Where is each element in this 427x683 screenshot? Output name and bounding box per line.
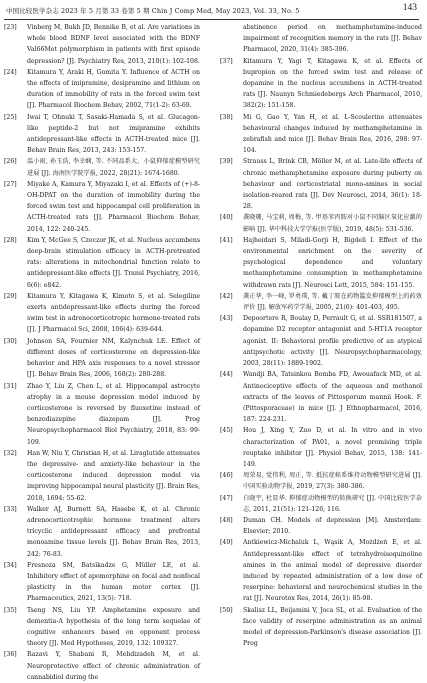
reference-entry [220, 515, 422, 537]
page-number: 143 [402, 3, 417, 13]
reference-text: Hajheidari S, Miladi-Gorji H, Bigdeli I. Effect of the environmental enrichment on the severity of psychological dependence and voluntary methamphetamine consumption in methamphetamine withdrawn rats [J]. Neurosci Lett, 2015, 584: 151-155. [243, 236, 422, 289]
reference-text: Walker AJ, Burnett SA, Hasebe K, et al. Chronic adrenocorticotrophic hormone treatment alters tricyclic antidepressant efficacy and prefrontal monoamine tissue levels [J]. Behav Brain Res, 2013, 242: 76-83. [27, 505, 200, 558]
reference-text: Kitamura Y, Yagi T, Kitagawa K, et al. Effects of bupropion on the forced swim test and release of dopamine in the nucleus accumbens in ACTH-treated rats [J]. Naunyn Schmiedebergs Arch Pharmacol, 2010, 382(2): 151-158. [243, 57, 422, 110]
reference-entry [220, 605, 422, 650]
reference-number: [40] [220, 214, 233, 222]
reference-text: abstinence period on methamphetamine-induced impairment of recognition memory in the rats [J]. Behav Pharmacol, 2020, 31(4): 385-396. [243, 24, 422, 54]
reference-number: [46] [220, 472, 233, 480]
reference-entry [220, 235, 422, 291]
reference-number: [49] [220, 539, 233, 547]
reference-entry [220, 22, 422, 56]
page-header [4, 3, 419, 20]
reference-text: 温小雨, 孙玉浩, 李幸娴, 等. 不同品系大、小鼠抑郁症模型研究进展 [J]. 海南医学院学报, 2022, 28(21): 1674-1680. [27, 158, 200, 177]
reference-number: [34] [4, 561, 17, 569]
reference-text: Johnson SA, Fournier NM, Kalynchuk LE. Effect of different doses of corticosterone on depression-like behavior and HPA axis responses to a novel stressor [J]. Behav Brain Res, 2006, 168(2): 280-288. [27, 337, 200, 379]
reference-entry [220, 493, 422, 515]
reference-entry [4, 560, 200, 605]
reference-number: [31] [4, 382, 17, 390]
journal-running-title: 中国比较医学杂志 2023 年 5 月第 33 卷第 5 期 Chin J Comp Med, May 2023, Vol. 33, No. 5 [6, 7, 300, 15]
reference-number: [44] [220, 371, 233, 379]
reference-text: Depoortere R, Boulay D, Perrault G, et al. SSR181507, a dopamine D2 receptor antagonist and 5-HT1A receptor agonist. II: Behavioral profile predictive of an atypical antipsychotic activity [J]. Neuropsychopharmacology, 2003, 28(11): 1889-1902. [243, 315, 422, 368]
reference-text: Miyake A, Kamura Y, Miyazaki I, et al. Effects of (+)-8-OH-DPAT on the duration of immobility during the forced swim test and hippocampal cell proliferation in ACTH-treated rats [J]. Pharmacol Biochem Behav, 2014, 122: 240-245. [27, 180, 200, 233]
reference-text: Hou J, Xing Y, Zuo D, et al. In vitro and in vivo characterization of PA01, a novel promising triple reuptake inhibitor [J]. Physiol Behav, 2015, 138: 141-149. [243, 427, 422, 468]
reference-entry [4, 67, 200, 112]
reference-text: Skalisz LL, Beijamini V, Joca SL, et al. Evaluation of the face validity of reserpine administration as an animal model of depression-Parkinson's disease association [J]. Prog [243, 606, 422, 648]
reference-entry [220, 425, 422, 470]
reference-text: Kitamura Y, Kitagawa K, Kimoto S, et al. Selegiline exerts antidepressant-like effects during the forced swim test in adrenocorticotropic hormone-treated rats [J]. J Pharmacol Sci, 2008, 106(4): 639-644. [27, 292, 200, 334]
reference-entry [220, 369, 422, 425]
reference-entry [4, 235, 200, 291]
reference-entry [4, 156, 200, 178]
reference-entry [4, 448, 200, 504]
reference-text: Razavi Y, Shabani R, Mehdizadeh M, et al. Neuroprotective effect of chronic administration of cannabidiol during the [27, 651, 200, 681]
reference-entry [220, 291, 422, 313]
left-reference-column [4, 22, 200, 683]
reference-entry [220, 112, 422, 157]
reference-text: Kitamura Y, Araki H, Gomita Y. Influence of ACTH on the effects of imipramine, desipramine and lithium on duration of immobility of rats in the forced swim test [J]. Pharmacol Biochem Behav, 2002, 71(1-2): 63-69. [27, 68, 200, 110]
reference-number: [27] [4, 180, 17, 188]
reference-text: Wandji BA, Tatsinkou Bomba FD, Awouafack MD, et al. Antinociceptive effects of the aqueous and methanol extracts of the leaves of Pittosporum mannii Hook. F. (Pittosporaceae) in mice [J]. J Ethnopharmacol, 2016, 187: 224-231. [243, 371, 422, 424]
reference-entry [220, 537, 422, 604]
reference-number: [41] [220, 236, 233, 244]
reference-text: Kim Y, McGee S, Czeczor JK, et al. Nucleus accumbens deep-brain stimulation efficacy in ACTH-pretreated rats: alterations in mitochondrial function relate to antidepressant-like effects [J]. Transl Psychiatry, 2016, 6(6): e842. [27, 236, 200, 289]
reference-number: [36] [4, 651, 17, 659]
reference-number: [50] [220, 606, 233, 614]
reference-text: Fresnoza SM, Batsikadze G, Müller LE, et al. Inhibitory effect of apomorphine on focal and nonfocal plasticity in the human motor cortex [J]. Pharmaceutics, 2021, 13(5): 718. [27, 561, 200, 603]
reference-entry [4, 605, 200, 650]
reference-entry [4, 504, 200, 560]
reference-text: 周荣易, 党伟利, 周正, 等. 抵抗症候系维持动物模型研究进展 [J]. 中国实验动物学报, 2019, 27(3): 380-386. [243, 472, 422, 491]
reference-number: [37] [220, 57, 233, 65]
reference-text: Mi G, Gao Y, Yan H, et al. L-Scoulerine attenuates behavioural changes induced by methamphetamine in zebrafish and mice [J]. Behav Brain Res, 2016, 298: 97-104. [243, 113, 422, 155]
reference-number: [43] [220, 315, 233, 323]
reference-text: 白晓宇, 杜显华. 抑郁症动物模型的转换研究 [J]. 中国比较医学杂志, 2011, 21(51): 121-126, 116. [243, 494, 422, 513]
reference-text: 龚晓珊, 马宝莉, 周梅, 等. 甲基苯丙胺对小鼠不同脑区氧化应激的影响 [J]. 华中科技大学学报(医学版), 2019, 48(5): 531-536. [243, 214, 422, 233]
reference-entry [220, 313, 422, 369]
reference-number: [48] [220, 516, 233, 524]
reference-number: [42] [220, 292, 233, 300]
reference-entry [4, 649, 200, 683]
reference-number: [29] [4, 292, 17, 300]
reference-entry [4, 22, 200, 67]
reference-text: Han W, Niu Y, Christian H, et al. Liraglutide attenuates the depressive- and anxiety-like behaviour in the corticosterone induced depression model via improving hippocampal neural plasticity [J]. Brain Res, 2018, 1694: 55-62. [27, 449, 200, 502]
reference-number: [33] [4, 505, 17, 513]
right-reference-column [220, 22, 422, 649]
reference-text: Zhao Y, Liu Z, Chen L, et al. Hippocampal astrocyte atrophy in a mouse depression model induced by corticosterone is reversed by fluoxetine instead of benzodiazepine diazepam [J]. Prog Neuropsychopharmacol Biol Psychiatry, 2018, 83: 99-109. [27, 382, 200, 446]
reference-text: 龚正华, 李一峰, 罗勇璞, 等. 戴丁胺在药物滥发抑郁模型上的药效评价 [J]. 解放军药学学报, 2005, 21(6): 401-403, 495. [243, 292, 422, 312]
reference-number: [23] [4, 24, 17, 31]
reference-number: [45] [220, 427, 233, 435]
reference-number: [25] [4, 113, 17, 121]
reference-text: Duman CH. Models of depression [M]. Amsterdam: Elsevier; 2010. [243, 516, 422, 536]
reference-text: Tseng NS, Liu YP. Amphetamine exposure and dementia-A hypothesis of the long term sequelae of cognitive enhancers based on opponent process theory [J]. Med Hypotheses, 2019, 132: 109327. [27, 606, 200, 648]
reference-text: Vinberg M, Bukh JD, Bennike B, et al. Are variations in whole blood BDNF level associated with the BDNF Val66Met polymorphism in patients with first episode depression? [J]. Psychiatry Res, 2013, 210(1): 102-108. [27, 24, 200, 65]
reference-number: [24] [4, 68, 17, 76]
reference-number: [28] [4, 236, 17, 244]
reference-entry [220, 212, 422, 234]
reference-entry [4, 179, 200, 235]
reference-entry [4, 336, 200, 381]
reference-number: [32] [4, 449, 17, 457]
reference-entry [220, 56, 422, 112]
reference-number: [35] [4, 606, 17, 614]
reference-entry [4, 112, 200, 157]
reference-number: [39] [220, 158, 233, 166]
reference-entry [220, 156, 422, 212]
reference-text: Iwai T, Ohnuki T, Sasaki-Hamada S, et al. Glucagon-like peptide-2 but not imipramine exhibits antidepressant-like effects in ACTH-treated mice [J]. Behav Brain Res, 2013, 243: 153-157. [27, 113, 200, 155]
reference-number: [47] [220, 494, 233, 502]
reference-number: [38] [220, 113, 233, 121]
reference-number: [30] [4, 337, 17, 345]
reference-entry [220, 470, 422, 492]
reference-text: Antkiewicz-Michaluk L, Wąsik A, Możdżeń E, et al. Antidepressant-like effect of tetrahydroisoquinoline amines in the animal model of depressive disorder induced by repeated administration of a low dose of reserpine: behavioral and neurochemical studies in the rat [J]. Neurotox Res, 2014, 26(1): 85-98. [243, 539, 422, 603]
reference-entry [4, 381, 200, 448]
reference-number: [26] [4, 158, 17, 166]
reference-text: Strauss L, Brink CB, Möller M, et al. Late-life effects of chronic methamphetamine exposure during puberty on behaviour and corticostriatal mono-amines in social isolation-reared rats [J]. Dev Neurosci, 2014, 36(1): 18-28. [243, 158, 422, 211]
reference-entry [4, 291, 200, 336]
